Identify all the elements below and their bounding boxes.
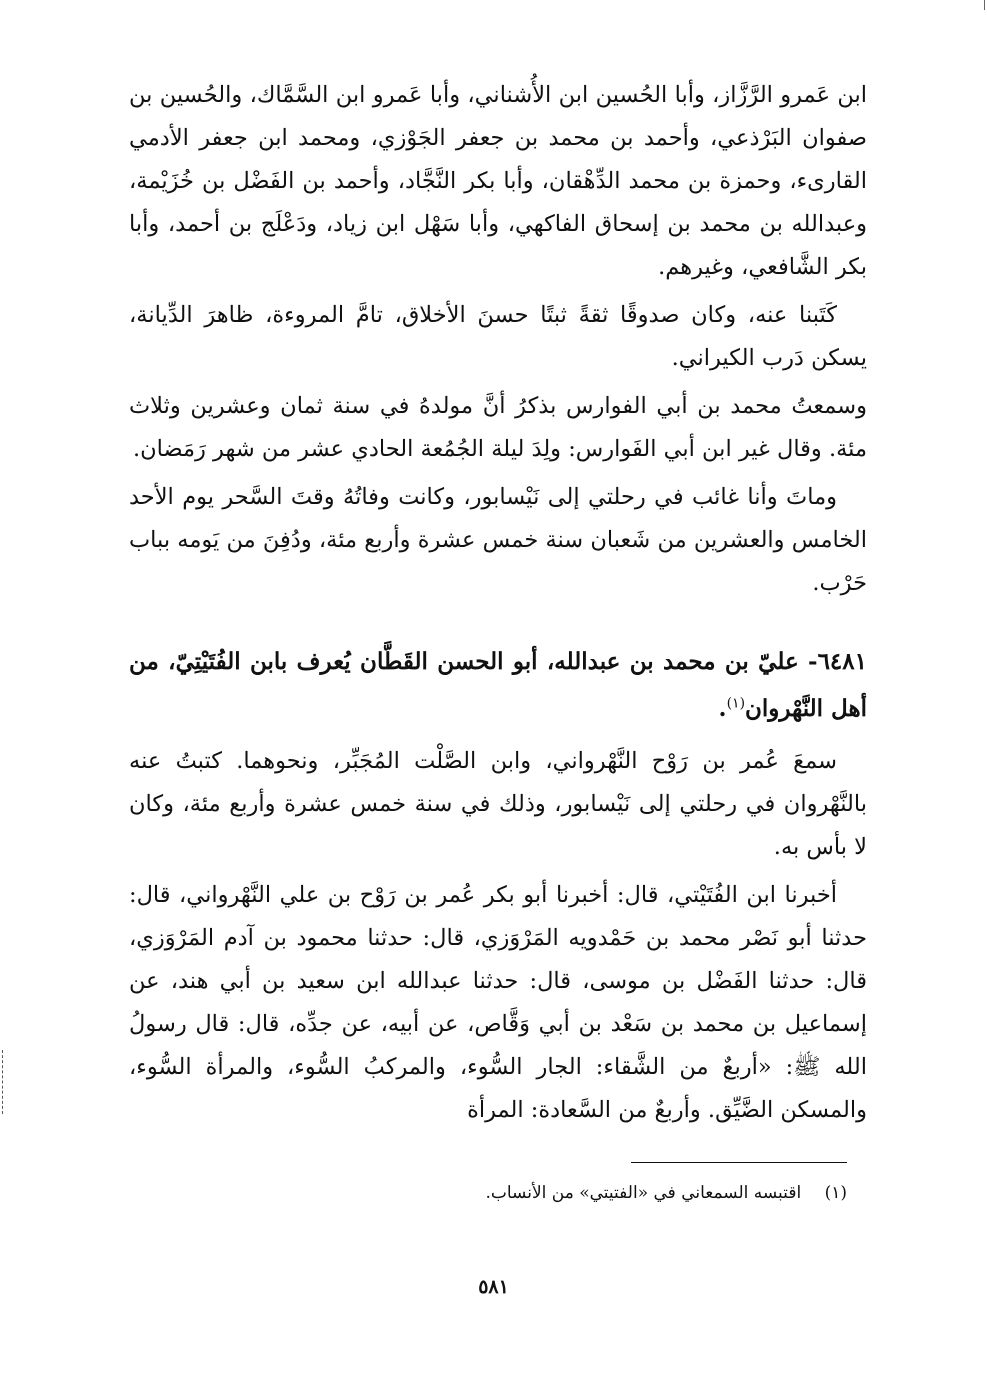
entry-body-text [129,740,867,1132]
entry-heading-end: . [718,695,727,722]
margin-mark [2,1050,3,1114]
body-paragraph-1: ابن عَمرو الرَّزَّاز، وأبا الحُسين ابن الأُشناني، وأبا عَمرو ابن السَّمَّاك، والحُسين بن صفوان البَرْذعي، وأحمد بن محمد بن جعفر الجَوْزي، ومحمد ابن جعفر الأدمي القارىء، وحمزة بن محمد الدِّهْقان، وأبا بكر النَّجَّاد، وأحمد بن الفَضْل بن خُزَيْمة، وعبدالله بن محمد بن إسحاق الفاكهي، وأبا سَهْل ابن زياد، ودَعْلَج بن أحمد، وأبا بكر الشَّافعي، وغيرهم. [129,82,868,280]
body-paragraph-4: وماتَ وأنا غائب في رحلتي إلى نَيْسابور، وكانت وفاتُهُ وقتَ السَّحر يوم الأحد الخامس والعشرين من شَعبان سنة خمس عشرة وأربع مئة، ودُفِنَ من يَومه بباب حَرْب. [129,484,867,596]
body-paragraph-3: وسمعتُ محمد بن أبي الفوارس بذكرُ أنَّ مولدهُ في سنة ثمان وعشرين وثلاث مئة. وقال غير ابن أبي الفَوارس: ولِدَ ليلة الجُمُعة الحادي عشر من شهر رَمَضان. [129,393,867,462]
footnote-divider [631,1162,847,1163]
footnote-number: (١) [824,1183,847,1203]
entry-paragraph-1: سمعَ عُمر بن رَوْح النَّهْرواني، وابن الصَّلْت المُجَبِّر، ونحوهما. كتبتُ عنه بالنَّهْروان في رحلتي إلى نَيْسابور، وذلك في سنة خمس عشرة وأربع مئة، وكان لا بأس به. [129,748,867,860]
entry-heading-text: ٦٤٨١- عليّ بن محمد بن عبدالله، أبو الحسن القَطَّان يُعرف بابن الفُتَيْتِيّ، من أهل النَّهْروان [129,648,867,722]
body-paragraph-2: كَتَبنا عنه، وكان صدوقًا ثقةً ثبتًا حسنَ الأخلاق، تامَّ المروءة، ظاهرَ الدِّيانة، يسكن دَرب الكيراني. [129,302,867,371]
page-number: ٥٨١ [478,1276,509,1298]
footnote-reference: (١) [726,695,746,712]
entry-heading [129,638,867,732]
upper-body-text [129,74,867,605]
corner-mark [984,0,985,10]
footnote-text: اقتبسه السمعاني في «الفتيتي» من الأنساب. [485,1183,802,1203]
entry-paragraph-2: أخبرنا ابن الفُتَيْتي، قال: أخبرنا أبو بكر عُمر بن رَوْح بن علي النَّهْرواني، قال: حدثنا أبو نَصْر محمد بن حَمْدويه المَرْوَزي، قال: حدثنا محمود بن آدم المَرْوَزي، قال: حدثنا الفَضْل بن موسى، قال: حدثنا عبدالله ابن سعيد بن أبي هند، عن إسماعيل بن محمد بن سَعْد بن أبي وَقَّاص، عن أبيه، عن جدِّه، قال: قال رسولُ الله ﷺ: «أربعٌ من الشَّقاء: الجار السُّوء، والمركبُ السُّوء، والمرأة السُّوء، والمسكن الضَّيِّق. وأربعٌ من السَّعادة: المرأة [129,882,867,1123]
footnote [147,1180,847,1206]
